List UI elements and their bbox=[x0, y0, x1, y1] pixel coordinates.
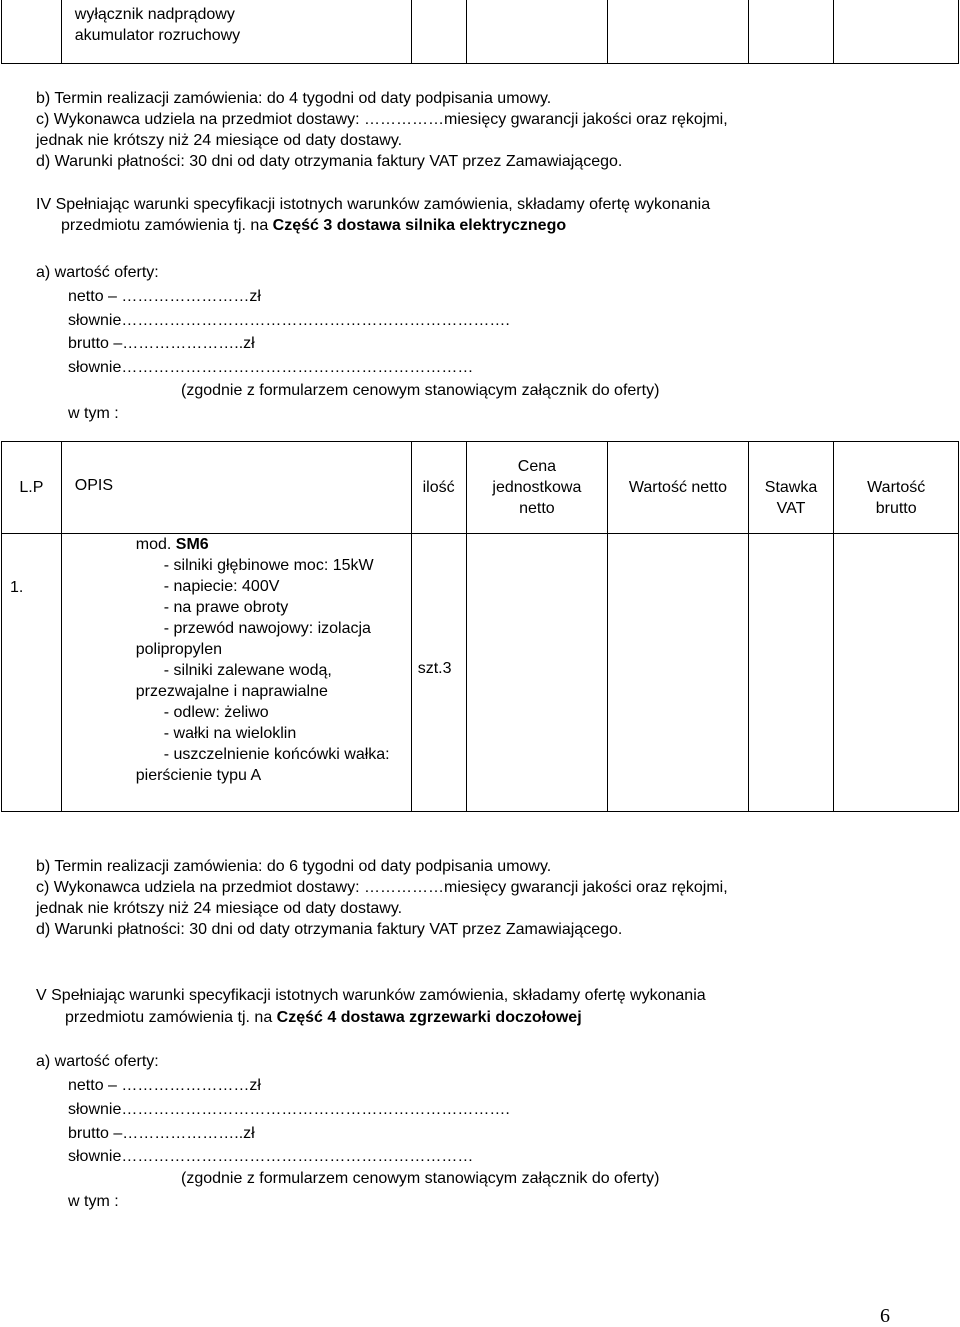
row-lp: 1. bbox=[2, 534, 62, 812]
row-wartosc-brutto bbox=[834, 534, 959, 812]
desc-line: - uszczelnienie końcówki wałka: bbox=[163, 746, 390, 763]
top-table-cell bbox=[411, 0, 466, 64]
top-table-desc-cell bbox=[61, 0, 411, 64]
top-table-item: akumulator rozruchowy bbox=[74, 27, 241, 44]
desc-line: - przewód nawojowy: izolacja bbox=[163, 620, 371, 637]
row-wartosc-netto bbox=[608, 534, 748, 812]
row-model: mod. SM6 bbox=[135, 536, 209, 553]
row-desc bbox=[61, 534, 411, 812]
row-stawka bbox=[748, 534, 834, 812]
offer-brutto: brutto –…………………..zł bbox=[68, 1125, 255, 1142]
header-lp: L.P bbox=[2, 442, 62, 534]
term-c-cont: jednak nie krótszy niż 24 miesiące od daty dostawy. bbox=[36, 132, 403, 149]
offer-wtym: w tym : bbox=[68, 1193, 119, 1210]
offer-value-label: a) wartość oferty: bbox=[36, 264, 159, 281]
section-iv-prefix: przedmiotu zamówienia tj. na bbox=[61, 217, 273, 234]
section-v-prefix: przedmiotu zamówienia tj. na bbox=[65, 1009, 277, 1026]
header-wartosc-brutto: Wartość brutto bbox=[834, 442, 959, 534]
term-c: c) Wykonawca udziela na przedmiot dostawy: ……………miesięcy gwarancji jakości oraz rękojmi, bbox=[36, 111, 728, 128]
desc-line: - wałki na wieloklin bbox=[163, 725, 297, 742]
offer-brutto: brutto –…………………..zł bbox=[68, 335, 255, 352]
top-table-cell bbox=[466, 0, 608, 64]
desc-line: - silniki głębinowe moc: 15kW bbox=[163, 557, 374, 574]
top-table bbox=[1, 0, 959, 64]
term-d: d) Warunki płatności: 30 dni od daty otrzymania faktury VAT przez Zamawiającego. bbox=[36, 921, 623, 938]
offer-wtym: w tym : bbox=[68, 405, 119, 422]
top-table-cell bbox=[748, 0, 834, 64]
term-c-cont: jednak nie krótszy niż 24 miesiące od daty dostawy. bbox=[36, 900, 403, 917]
terms-block-3 bbox=[36, 88, 728, 172]
desc-line: pierścienie typu A bbox=[135, 767, 262, 784]
offer-value-label: a) wartość oferty: bbox=[36, 1053, 159, 1070]
section-iv-title: Część 3 dostawa silnika elektrycznego bbox=[272, 217, 567, 234]
top-table-item: wyłącznik nadprądowy bbox=[74, 6, 235, 23]
header-ilosc: ilość bbox=[411, 442, 466, 534]
top-table-cell bbox=[834, 0, 959, 64]
table-row bbox=[2, 534, 959, 812]
section-v-line2 bbox=[65, 1007, 582, 1028]
offer-slownie: słownie………………………………………………………… bbox=[68, 1148, 474, 1165]
header-wartosc-netto: Wartość netto bbox=[608, 442, 748, 534]
section-iv-line1: IV Spełniając warunki specyfikacji istotnych warunków zamówienia, składamy ofertę wykonania bbox=[36, 196, 711, 213]
section-iv-line2 bbox=[61, 215, 566, 236]
desc-line: - na prawe obroty bbox=[163, 599, 289, 616]
header-opis: OPIS bbox=[61, 442, 411, 534]
row-cena bbox=[466, 534, 608, 812]
page-number: 6 bbox=[880, 1305, 890, 1327]
terms-block-4 bbox=[36, 856, 728, 940]
header-cena: Cena jednostkowa netto bbox=[466, 442, 608, 534]
offer-netto: netto – ……………………zł bbox=[68, 288, 261, 305]
desc-line: przezwajalne i naprawialne bbox=[135, 683, 328, 700]
term-b: b) Termin realizacji zamówienia: do 4 tygodni od daty podpisania umowy. bbox=[36, 90, 552, 107]
offer-note: (zgodnie z formularzem cenowym stanowiącym załącznik do oferty) bbox=[181, 1170, 660, 1187]
offer-netto: netto – ……………………zł bbox=[68, 1077, 261, 1094]
offer-slownie: słownie………………………………………………………… bbox=[68, 359, 474, 376]
price-table bbox=[1, 441, 959, 812]
offer-note: (zgodnie z formularzem cenowym stanowiącym załącznik do oferty) bbox=[181, 382, 660, 399]
desc-line: - odlew: żeliwo bbox=[163, 704, 269, 721]
offer-slownie: słownie………………………………………………………………. bbox=[68, 312, 510, 329]
top-table-lp-cell bbox=[2, 0, 62, 64]
desc-line: - silniki zalewane wodą, bbox=[163, 662, 332, 679]
term-c: c) Wykonawca udziela na przedmiot dostawy: ……………miesięcy gwarancji jakości oraz rękojmi, bbox=[36, 879, 728, 896]
section-v-line1: V Spełniając warunki specyfikacji istotnych warunków zamówienia, składamy ofertę wykonania bbox=[36, 987, 706, 1004]
term-b: b) Termin realizacji zamówienia: do 6 tygodni od daty podpisania umowy. bbox=[36, 858, 552, 875]
header-stawka: Stawka VAT bbox=[748, 442, 834, 534]
desc-line: - napiecie: 400V bbox=[163, 578, 280, 595]
row-ilosc: szt.3 bbox=[411, 534, 466, 812]
term-d: d) Warunki płatności: 30 dni od daty otrzymania faktury VAT przez Zamawiającego. bbox=[36, 153, 623, 170]
section-v-title: Część 4 dostawa zgrzewarki doczołowej bbox=[276, 1009, 582, 1026]
offer-slownie: słownie………………………………………………………………. bbox=[68, 1101, 510, 1118]
top-table-cell bbox=[608, 0, 749, 64]
desc-line: polipropylen bbox=[135, 641, 223, 658]
